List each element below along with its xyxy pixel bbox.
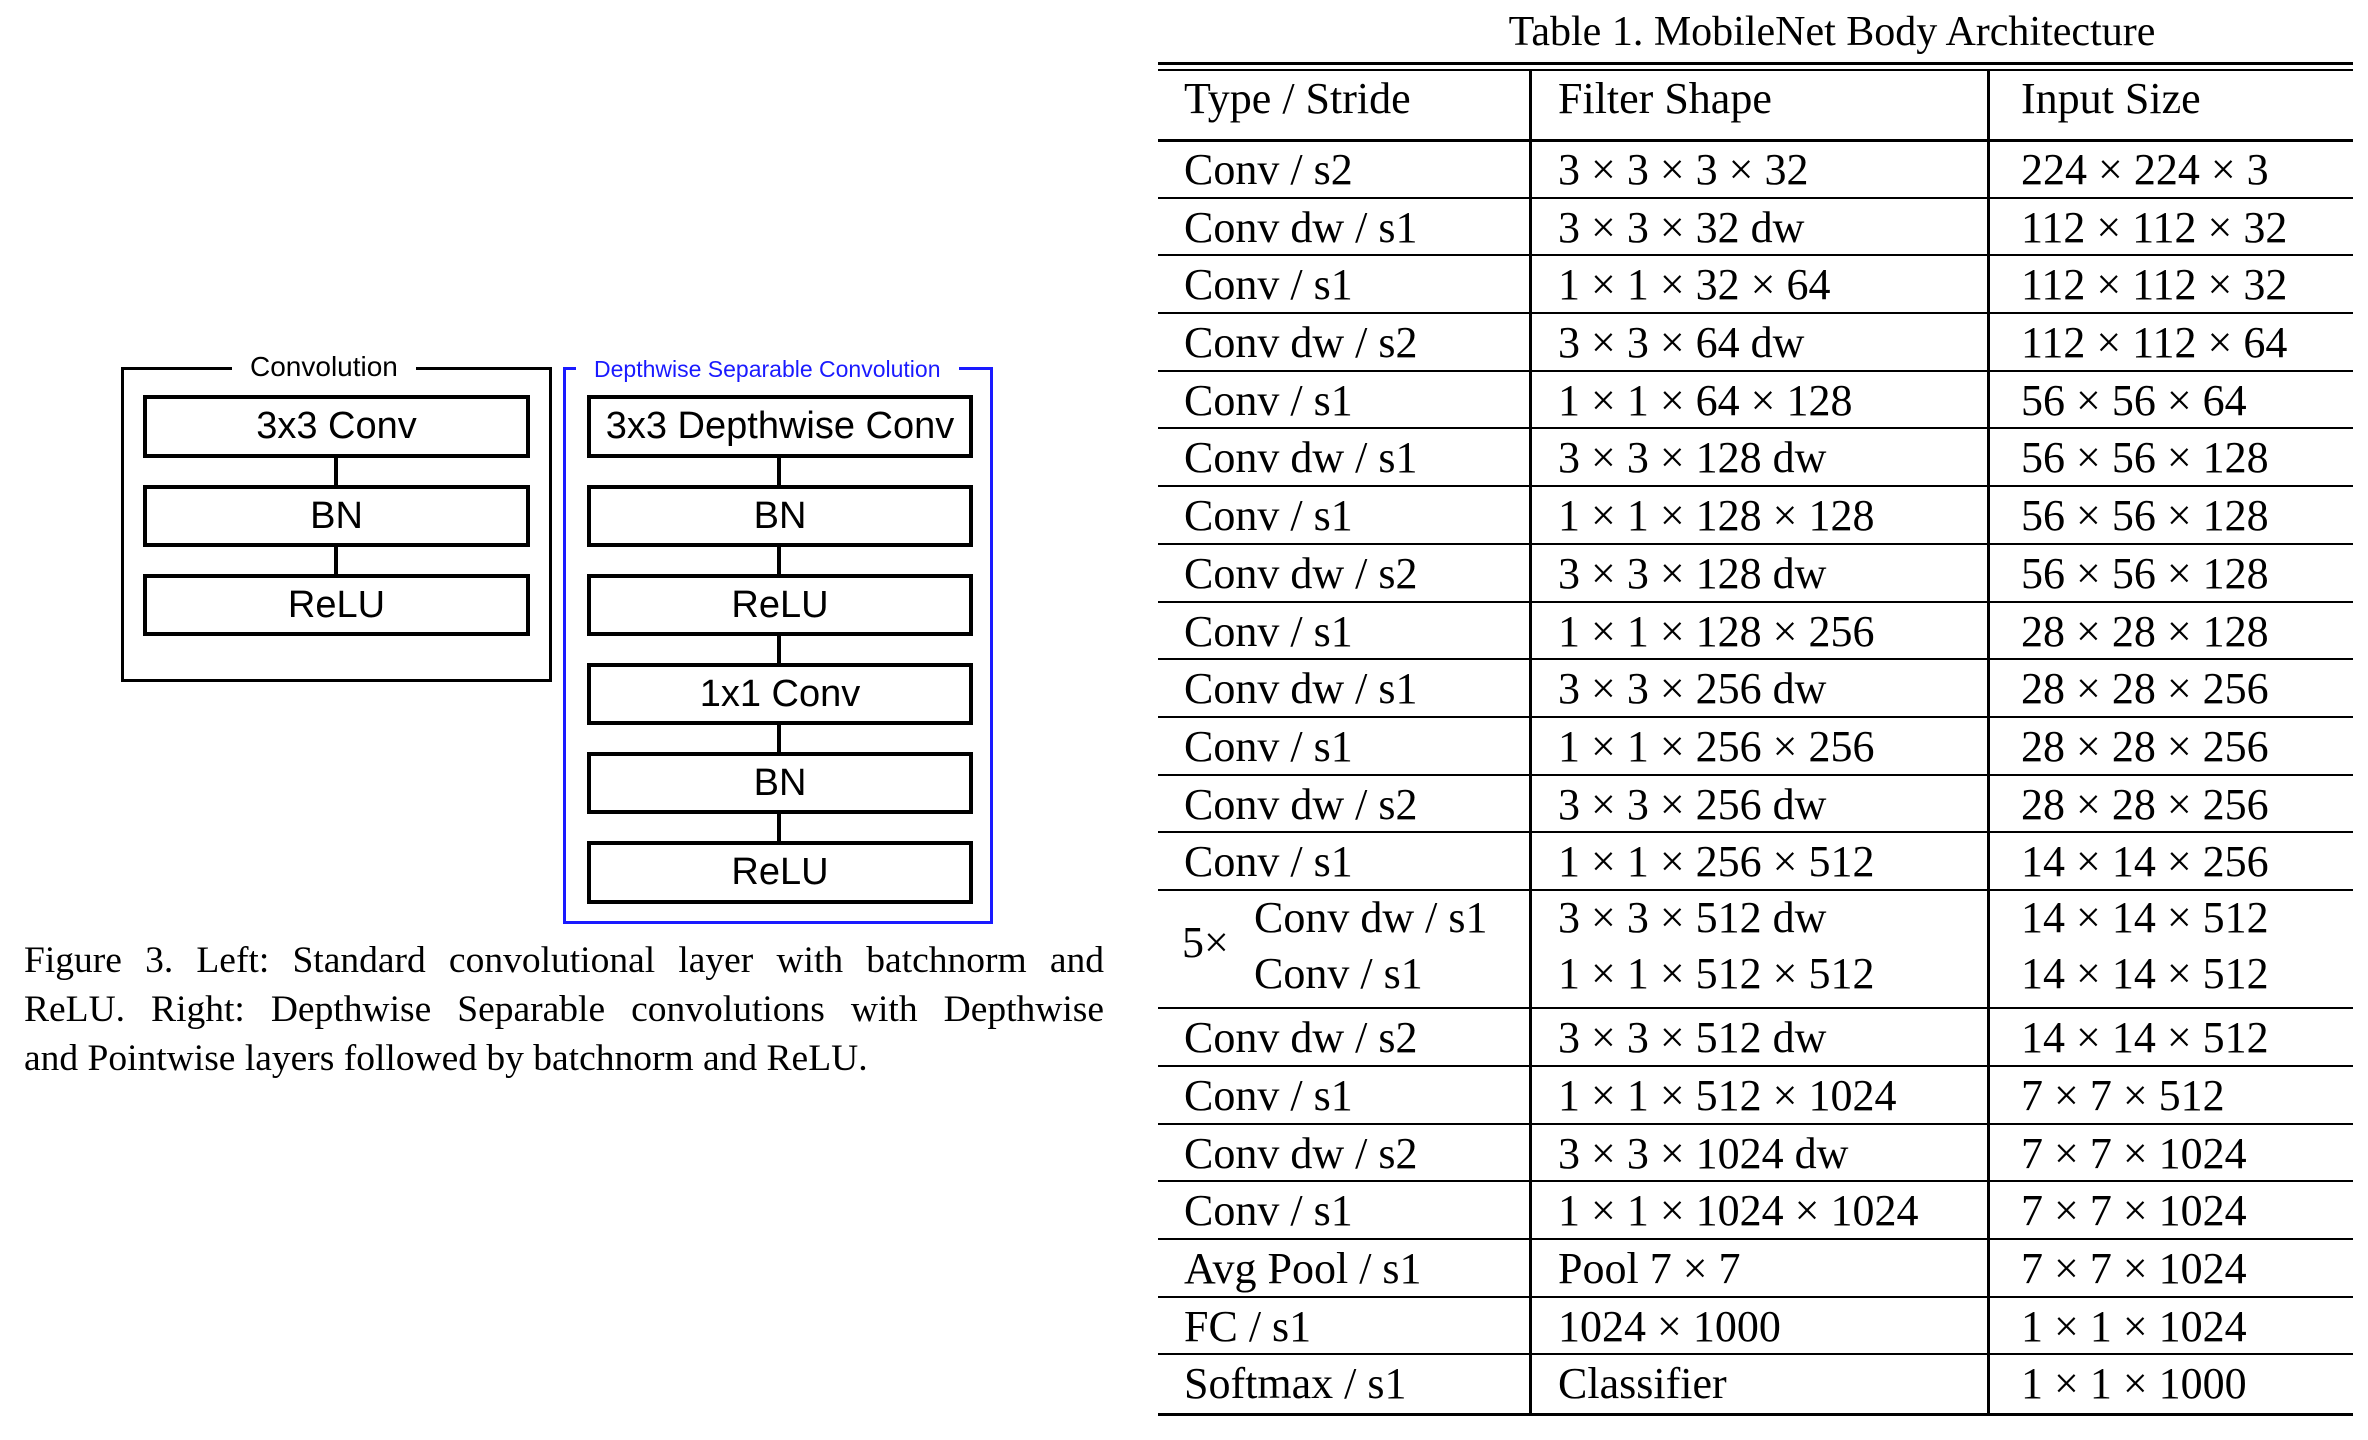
relu-block: ReLU [587,841,973,904]
type-stride-cell: Conv / s1 [1184,607,1353,656]
filter-shape-cell: 1 × 1 × 512 × 1024 [1558,1071,1897,1120]
input-size-cell: 56 × 56 × 128 [2021,549,2269,598]
type-stride-cell: FC / s1 [1184,1302,1312,1351]
depthwise-separable-convolution-title: Depthwise Separable Convolution [576,355,959,383]
type-stride-cell: Conv / s1 [1254,949,1423,998]
column-separator [1987,69,1990,1416]
column-separator [1529,69,1532,1416]
filter-shape-cell: Pool 7 × 7 [1558,1244,1741,1293]
filter-shape-cell: 1 × 1 × 128 × 128 [1558,491,1875,540]
table-title: Table 1. MobileNet Body Architecture [1508,9,2156,55]
column-header-input-size: Input Size [2021,74,2201,123]
input-size-cell: 28 × 28 × 256 [2021,722,2269,771]
filter-shape-cell: 3 × 3 × 3 × 32 [1558,145,1809,194]
input-size-cell: 14 × 14 × 256 [2021,837,2269,886]
connector [777,636,781,663]
type-stride-cell: Conv dw / s1 [1184,664,1418,713]
relu-block: ReLU [143,574,530,636]
connector [777,458,781,485]
type-stride-cell: Conv / s1 [1184,1186,1353,1235]
type-stride-cell: Conv dw / s2 [1184,1013,1418,1062]
standard-convolution-title: Convolution [232,350,416,384]
type-stride-cell: Conv dw / s2 [1184,1129,1418,1178]
type-stride-cell: Conv / s1 [1184,1071,1353,1120]
input-size-cell: 28 × 28 × 128 [2021,607,2269,656]
filter-shape-cell: 1 × 1 × 256 × 256 [1558,722,1875,771]
depthwise-conv-3x3-block: 3x3 Depthwise Conv [587,395,973,458]
input-size-cell: 14 × 14 × 512 [2021,949,2269,998]
filter-shape-cell: 1 × 1 × 128 × 256 [1558,607,1875,656]
filter-shape-cell: 3 × 3 × 128 dw [1558,433,1827,482]
connector [334,547,338,574]
input-size-cell: 1 × 1 × 1024 [2021,1302,2247,1351]
figure-caption [24,936,1104,1083]
type-stride-cell: Conv / s1 [1184,491,1353,540]
filter-shape-cell: Classifier [1558,1359,1727,1408]
type-stride-cell: Softmax / s1 [1184,1359,1407,1408]
type-stride-cell: Conv / s1 [1184,260,1353,309]
filter-shape-cell: 3 × 3 × 64 dw [1558,318,1805,367]
input-size-cell: 1 × 1 × 1000 [2021,1359,2247,1408]
filter-shape-cell: 3 × 3 × 256 dw [1558,780,1827,829]
filter-shape-cell: 3 × 3 × 512 dw [1558,1013,1827,1062]
input-size-cell: 56 × 56 × 128 [2021,433,2269,482]
bn-block: BN [587,485,973,547]
input-size-cell: 14 × 14 × 512 [2021,1013,2269,1062]
type-stride-cell: Conv dw / s1 [1184,433,1418,482]
bn-block: BN [587,752,973,814]
input-size-cell: 14 × 14 × 512 [2021,893,2269,942]
input-size-cell: 56 × 56 × 64 [2021,376,2247,425]
input-size-cell: 112 × 112 × 64 [2021,318,2288,367]
type-stride-cell: Conv dw / s2 [1184,549,1418,598]
caption-line: and Pointwise layers followed by batchnorm and ReLU. [24,1038,868,1079]
column-header-type-stride: Type / Stride [1184,74,1411,123]
connector [334,458,338,485]
input-size-cell: 28 × 28 × 256 [2021,664,2269,713]
filter-shape-cell: 1 × 1 × 1024 × 1024 [1558,1186,1919,1235]
input-size-cell: 112 × 112 × 32 [2021,203,2288,252]
input-size-cell: 224 × 224 × 3 [2021,145,2269,194]
input-size-cell: 7 × 7 × 1024 [2021,1244,2247,1293]
type-stride-cell: Conv / s1 [1184,722,1353,771]
filter-shape-cell: 3 × 3 × 256 dw [1558,664,1827,713]
filter-shape-cell: 3 × 3 × 1024 dw [1558,1129,1849,1178]
filter-shape-cell: 3 × 3 × 512 dw [1558,893,1827,942]
input-size-cell: 112 × 112 × 32 [2021,260,2288,309]
bn-block: BN [143,485,530,547]
type-stride-cell: Avg Pool / s1 [1184,1244,1422,1293]
filter-shape-cell: 1 × 1 × 256 × 512 [1558,837,1875,886]
input-size-cell: 7 × 7 × 1024 [2021,1129,2247,1178]
repeat-multiplier: 5× [1182,918,1229,967]
connector [777,814,781,841]
caption-line: ReLU. Right: Depthwise Separable convolutions with Depthwise [24,989,1104,1030]
type-stride-cell: Conv dw / s2 [1184,318,1418,367]
type-stride-cell: Conv / s1 [1184,376,1353,425]
table-top-rule [1158,62,2353,65]
type-stride-cell: Conv dw / s1 [1184,203,1418,252]
input-size-cell: 28 × 28 × 256 [2021,780,2269,829]
input-size-cell: 56 × 56 × 128 [2021,491,2269,540]
filter-shape-cell: 1 × 1 × 512 × 512 [1558,949,1875,998]
filter-shape-cell: 1 × 1 × 64 × 128 [1558,376,1853,425]
connector [777,725,781,752]
type-stride-cell: Conv / s2 [1184,145,1353,194]
filter-shape-cell: 3 × 3 × 128 dw [1558,549,1827,598]
relu-block: ReLU [587,574,973,636]
filter-shape-cell: 1024 × 1000 [1558,1302,1781,1351]
filter-shape-cell: 3 × 3 × 32 dw [1558,203,1805,252]
pointwise-conv-1x1-block: 1x1 Conv [587,663,973,725]
connector [777,547,781,574]
type-stride-cell: Conv dw / s2 [1184,780,1418,829]
table-bottom-rule [1158,1413,2353,1416]
conv-3x3-block: 3x3 Conv [143,395,530,458]
input-size-cell: 7 × 7 × 512 [2021,1071,2225,1120]
column-header-filter-shape: Filter Shape [1558,74,1772,123]
filter-shape-cell: 1 × 1 × 32 × 64 [1558,260,1831,309]
input-size-cell: 7 × 7 × 1024 [2021,1186,2247,1235]
type-stride-cell: Conv dw / s1 [1254,893,1488,942]
caption-line: Figure 3. Left: Standard convolutional layer with batchnorm and [24,940,1104,981]
type-stride-cell: Conv / s1 [1184,837,1353,886]
